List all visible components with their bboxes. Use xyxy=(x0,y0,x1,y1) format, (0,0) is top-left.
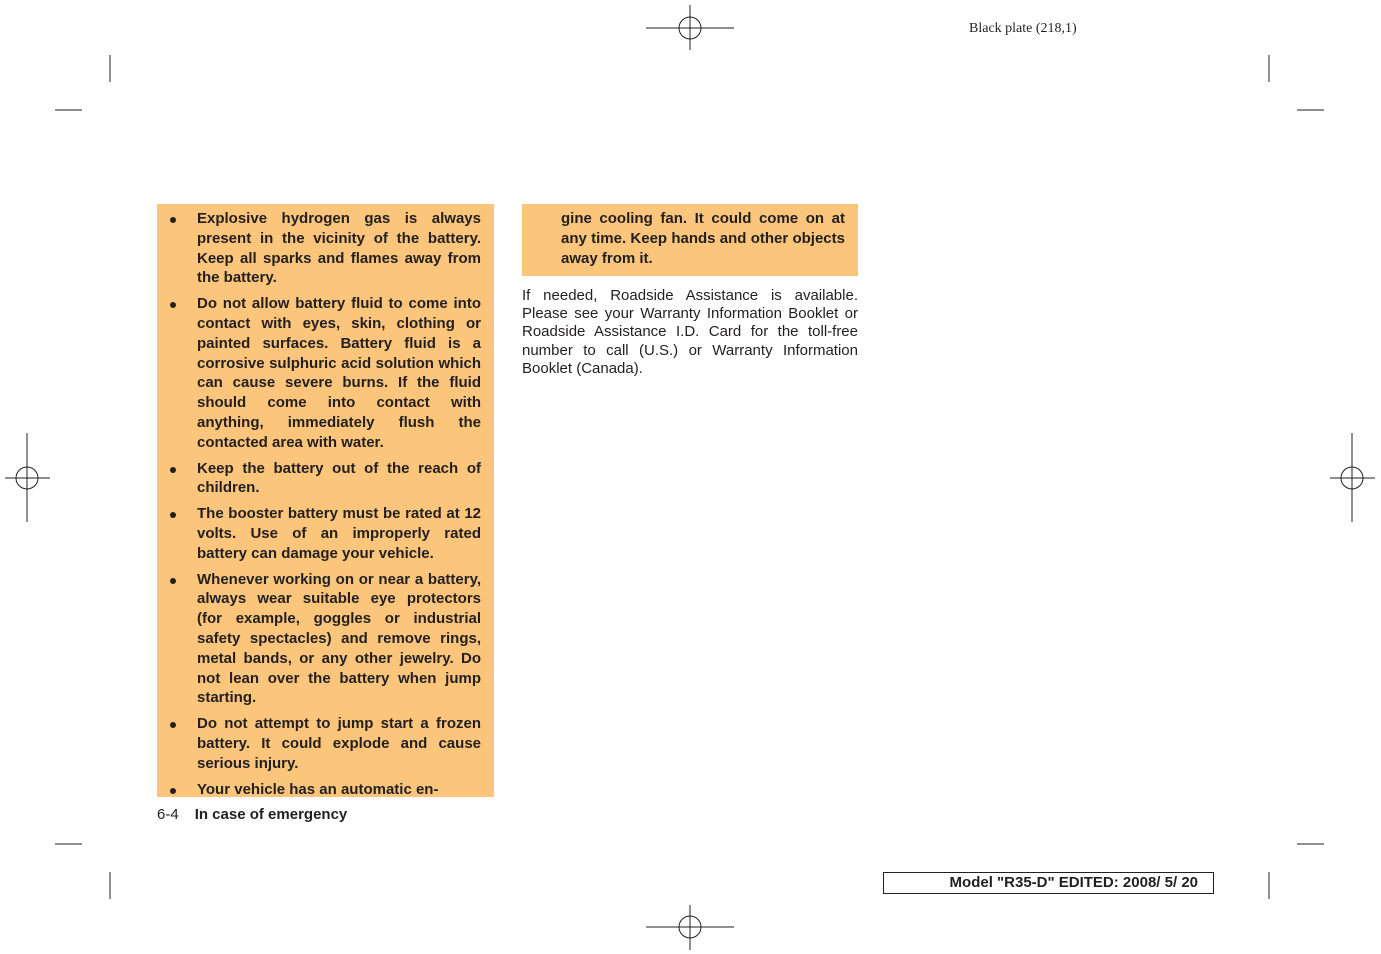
warning-item xyxy=(170,294,481,452)
warning-item xyxy=(170,504,481,563)
bullet-icon xyxy=(170,788,176,794)
warning-item xyxy=(170,780,481,800)
warning-item-text: The booster battery must be rated at 12 volts. Use of an improperly rated battery can damage your vehicle. xyxy=(197,505,481,562)
page-footer xyxy=(157,806,347,823)
bullet-icon xyxy=(170,217,176,223)
warning-item-text: Your vehicle has an automatic en- xyxy=(197,780,439,798)
bullet-icon xyxy=(170,467,176,473)
warning-continuation: gine cooling fan. It could come on at any time. Keep hands and other objects away from it. xyxy=(561,210,845,267)
bullet-icon xyxy=(170,302,176,308)
warning-box-left xyxy=(157,204,494,797)
warning-item-text: Explosive hydrogen gas is always present in the vicinity of the battery. Keep all sparks and flames away from the battery. xyxy=(197,210,481,287)
warning-item xyxy=(170,459,481,499)
bullet-icon xyxy=(170,578,176,584)
warning-item-text: Do not attempt to jump start a frozen battery. It could explode and cause serious injury. xyxy=(197,715,481,772)
warning-item-text: Keep the battery out of the reach of children. xyxy=(197,459,481,497)
bullet-icon xyxy=(170,512,176,518)
model-edit-stamp: Model "R35-D" EDITED: 2008/ 5/ 20 xyxy=(883,872,1214,894)
bullet-icon xyxy=(170,722,176,728)
warning-item xyxy=(170,209,481,288)
warning-item xyxy=(170,570,481,709)
warning-item xyxy=(170,714,481,773)
roadside-assistance-paragraph: If needed, Roadside Assistance is available. Please see your Warranty Information Booklet or Roadside Assistance I.D. Card for the toll-free number to call (U.S.) or Warranty Information Booklet (Canada). xyxy=(522,287,858,377)
warning-item-text: Do not allow battery fluid to come into contact with eyes, skin, clothing or painted surfaces. Battery fluid is a corrosive sulphuric acid solution which can cause severe burns. If the fluid should come into contact with anything, immediately flush the contacted area with water. xyxy=(197,295,481,451)
warning-list xyxy=(170,209,481,799)
section-title: In case of emergency xyxy=(194,806,348,823)
warning-box-right xyxy=(522,204,858,276)
page-number: 6-4 xyxy=(157,806,179,823)
plate-label: Black plate (218,1) xyxy=(969,21,1077,36)
warning-item-text: Whenever working on or near a battery, always wear suitable eye protectors (for example, goggles or industrial safety spectacles) and remove rings, metal bands, or any other jewelry. Do not lean over the battery when jump starting. xyxy=(197,570,481,707)
